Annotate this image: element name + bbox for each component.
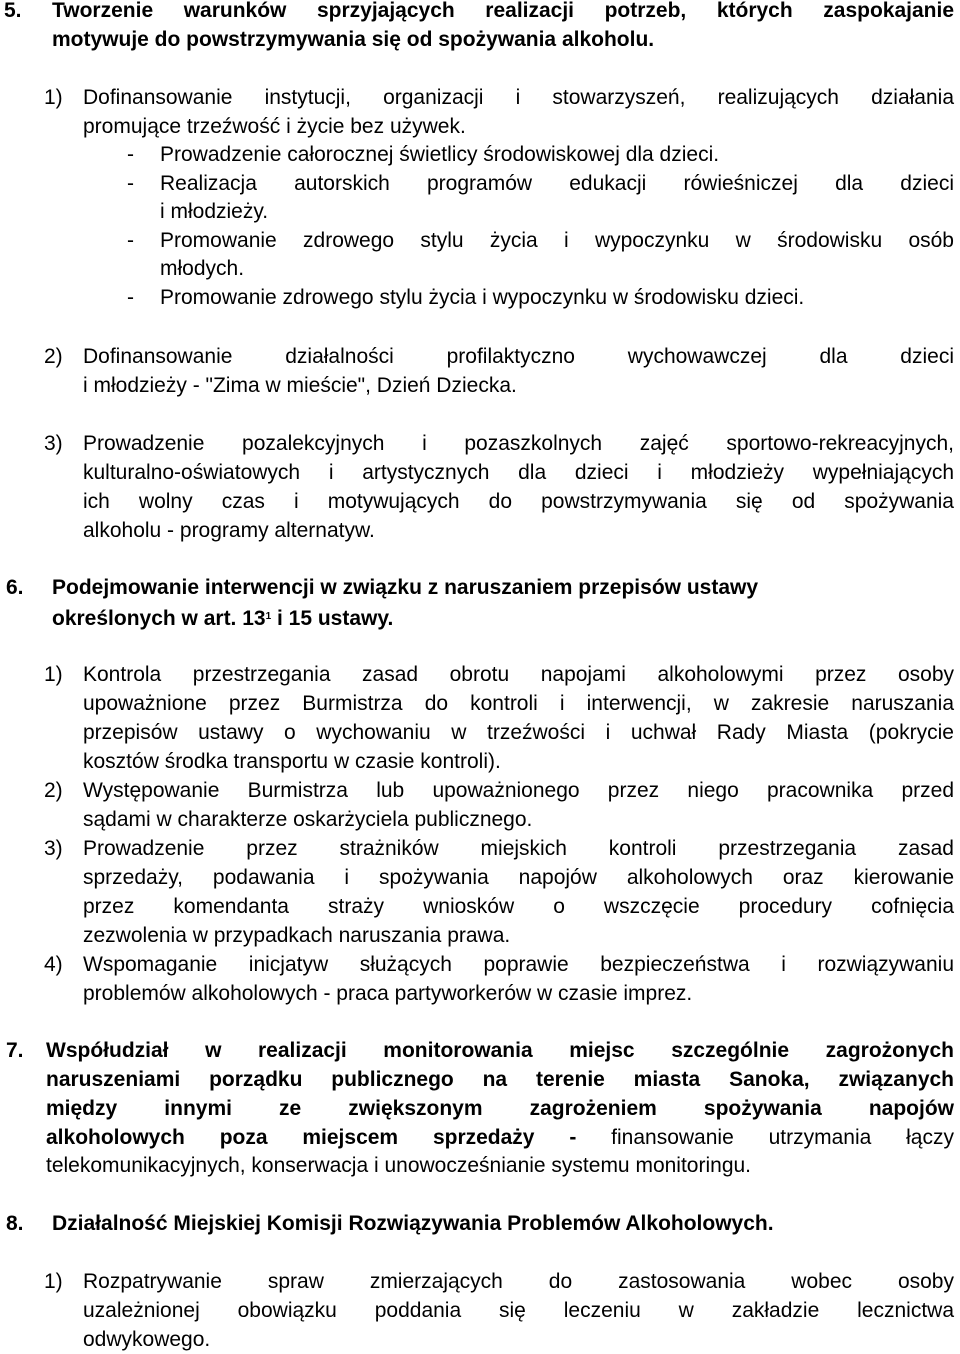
item-line: sądami w charakterze oskarżyciela publicznego. [83,808,533,831]
section-number: 7. [6,1039,24,1062]
item-number: 1) [44,663,63,686]
item-line: Rozpatrywanie spraw zmierzających do zastosowania wobec osoby [83,1270,954,1293]
dash-bullet: - [127,172,134,195]
section-number: 8. [6,1212,24,1235]
item-line: ich wolny czas i motywujących do powstrzymywania się od spożywania [83,490,954,513]
section-number: 6. [6,576,24,599]
dash-bullet: - [127,143,134,166]
heading-text: określonych w art. 13 [52,607,266,630]
subitem-line: Promowanie zdrowego stylu życia i wypoczynku w środowisku dzieci. [160,286,805,309]
item-line: odwykowego. [83,1328,211,1351]
item-line: Wspomaganie inicjatyw służących poprawie bezpieczeństwa i rozwiązywaniu [83,953,954,976]
item-number: 2) [44,345,63,368]
item-number: 3) [44,837,63,860]
item-line: przepisów ustawy o wychowaniu w trzeźwości i uchwał Rady Miasta (pokrycie [83,721,954,744]
heading-bold-part: alkoholowych poza miejscem sprzedaży - [46,1126,577,1149]
item-number: 1) [44,1270,63,1293]
item-line: Dofinansowanie działalności profilaktyczno wychowawczej dla dzieci [83,345,954,368]
subitem-line: młodych. [160,257,245,280]
item-line: Występowanie Burmistrza lub upoważnionego przez niego pracownika przed [83,779,954,802]
item-number: 1) [44,86,63,109]
section-heading-line: naruszeniami porządku publicznego na terenie miasta Sanoka, związanych [46,1068,954,1091]
item-line: Prowadzenie przez strażników miejskich kontroli przestrzegania zasad [83,837,954,860]
item-line: alkoholu - programy alternatyw. [83,519,375,542]
item-line: kosztów środka transportu w czasie kontroli). [83,750,501,773]
section-heading-line: motywuje do powstrzymywania się od spożywania alkoholu. [52,28,655,51]
subitem-line: Prowadzenie całorocznej świetlicy środowiskowej dla dzieci. [160,143,720,166]
item-line: uzależnionej obowiązku poddania się leczeniu w zakładzie lecznictwa [83,1299,954,1322]
item-line: i młodzieży - "Zima w mieście", Dzień Dziecka. [83,374,517,397]
item-line: przez komendanta straży wniosków o wszczęcie procedury cofnięcia [83,895,954,918]
section-heading-line: Działalność Miejskiej Komisji Rozwiązywania Problemów Alkoholowych. [52,1212,774,1235]
section-heading-line: Tworzenie warunków sprzyjających realizacji potrzeb, których zaspokajanie [52,0,954,22]
item-line: upoważnione przez Burmistrza do kontroli i interwencji, w zakresie naruszania [83,692,954,715]
dash-bullet: - [127,229,134,252]
section-heading-line [46,1124,954,1152]
item-line: Prowadzenie pozalekcyjnych i pozaszkolnych zajęć sportowo-rekreacyjnych, [83,432,954,455]
section-heading-line: telekomunikacyjnych, konserwacja i unowocześnianie systemu monitoringu. [46,1154,752,1177]
section-heading-line: Podejmowanie interwencji w związku z naruszaniem przepisów ustawy [52,576,759,599]
item-number: 2) [44,779,63,802]
subitem-line: Promowanie zdrowego stylu życia i wypoczynku w środowisku osób [160,229,954,252]
item-line: sprzedaży, podawania i spożywania napojów alkoholowych oraz kierowanie [83,866,954,889]
item-line: Kontrola przestrzegania zasad obrotu napojami alkoholowymi przez osoby [83,663,954,686]
section-number: 5. [4,0,22,22]
item-line: zezwolenia w przypadkach naruszania prawa. [83,924,511,947]
section-heading-line [52,603,393,633]
item-line: promujące trzeźwość i życie bez używek. [83,115,466,138]
section-heading-line: Współudział w realizacji monitorowania miejsc szczególnie zagrożonych [46,1039,954,1062]
subitem-line: Realizacja autorskich programów edukacji rówieśniczej dla dzieci [160,172,954,195]
item-number: 3) [44,432,63,455]
item-line: problemów alkoholowych - praca partyworkerów w czasie imprez. [83,982,693,1005]
subitem-line: i młodzieży. [160,200,269,223]
heading-text: i 15 ustawy. [271,607,394,630]
heading-normal-part: finansowanie utrzymania łączy [576,1126,954,1149]
dash-bullet: - [127,286,134,309]
item-line: Dofinansowanie instytucji, organizacji i stowarzyszeń, realizujących działania [83,86,954,109]
superscript: 1 [265,611,272,622]
item-number: 4) [44,953,63,976]
section-heading-line: między innymi ze zwiększonym zagrożeniem spożywania napojów [46,1097,954,1120]
item-line: kulturalno-oświatowych i artystycznych dla dzieci i młodzieży wypełniających [83,461,954,484]
